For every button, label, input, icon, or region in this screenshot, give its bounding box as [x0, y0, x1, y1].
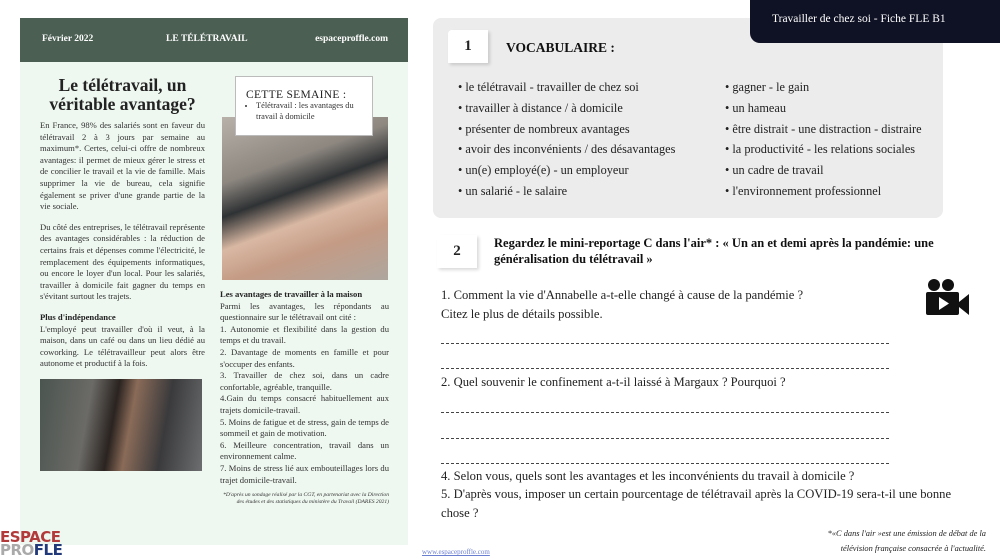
logo-fle: FLE [33, 541, 63, 559]
avantages-column [220, 289, 389, 506]
question-4: 4. Selon vous, quels sont les avantages et les inconvénients du travail à domicile ? [441, 469, 855, 483]
vocab-item: • la productivité - les relations sociales [725, 139, 922, 160]
question-1-line-2: Citez le plus de détails possible. [441, 306, 603, 321]
footnote-line-1: *«C dans l'air »est une émission de débat de la [827, 529, 986, 538]
vocab-item: • le télétravail - travailler de chez soi [458, 77, 675, 98]
vocab-item: • un(e) employé(e) - un employeur [458, 160, 675, 181]
newsletter-header [20, 18, 408, 62]
footnote-line-2: télévision française consacrée à l'actualité. [840, 544, 986, 553]
avantage-item: 7. Moins de stress lié aux embouteillages lors du trajet domicile-travail. [220, 462, 389, 485]
question-5: 5. D'après vous, imposer un certain pourcentage de télétravail après la COVID-19 sera-t-il une bonne chose ? [441, 487, 952, 520]
woman-working-photo [40, 379, 202, 471]
vocab-item: • un salarié - le salaire [458, 181, 675, 202]
vocab-item: • l'environnement professionnel [725, 181, 922, 202]
website-link[interactable]: www.espaceproffle.com [422, 548, 490, 556]
avantages-title: Les avantages de travailler à la maison [220, 289, 363, 299]
footnote [760, 526, 986, 556]
answer-line[interactable] [441, 412, 889, 413]
espace-profle-logo [0, 528, 90, 560]
vocab-column-1 [458, 77, 675, 202]
section-2-title: Regardez le mini-reportage C dans l'air* : « Un an et demi après la pandémie: une généralisation du télétravail » [494, 236, 934, 266]
vocab-item: • gagner - le gain [725, 77, 922, 98]
answer-line[interactable] [441, 368, 889, 369]
avantage-item: 3. Travailler de chez soi, dans un cadre confortable, agréable, tranquille. [220, 370, 389, 392]
answer-line[interactable] [441, 463, 889, 464]
left-article-column [40, 76, 205, 471]
header-site: espaceproffle.com [315, 34, 388, 44]
avantage-item: 2. Davantage de moments en famille et pour s'occuper des enfants. [220, 346, 389, 369]
vocab-item: • un hameau [725, 98, 922, 119]
avantages-list [220, 324, 389, 486]
vocab-item: • travailler à distance / à domicile [458, 98, 675, 119]
answer-line[interactable] [441, 343, 889, 344]
entreprises-paragraph: Du côté des entreprises, le télétravail représente des avantages considérables : la réduction de certains frais et dépenses comme l'électricité, le remplacement des équipements informatiques, ou encore le loyer d'un local. Pour les salariés, travailler à domicile fait gagner du temps en s'évitant surtout les trajets. [40, 221, 205, 302]
vocab-item: • un cadre de travail [725, 160, 922, 181]
section-number-1: 1 [448, 30, 488, 63]
avantage-item: 6. Meilleure concentration, travail dans un environnement calme. [220, 439, 389, 462]
video-camera-icon [925, 278, 971, 316]
avantage-item: 5. Moins de fatigue et de stress, gain de temps de sommeil et gain de motivation. [220, 416, 389, 439]
question-1 [441, 286, 803, 323]
laptop-photo [222, 117, 388, 280]
logo-line1: ESPACE [0, 528, 61, 546]
semaine-item: • Télétravail : les avantages du travail à domicile [256, 101, 364, 122]
header-title: LE TÉLÉTRAVAIL [166, 34, 248, 44]
article-title: Le télétravail, un véritable avantage? [49, 75, 196, 114]
independance-section [40, 312, 205, 370]
worksheet-title-tab: Travailler de chez soi - Fiche FLE B1 [750, 0, 1000, 43]
intro-paragraph: En France, 98% des salariés sont en faveur du télétravail 2 à 3 jours par semaine au maximum*. Certes, celui-ci offre de nombreux avantages: il permet de mieux gérer le stress et de concilier le travail et la vie de famille. Mais supprimer la vie de bureau, cela signifie également se priver d'une grande partie de la vie sociale. [40, 120, 205, 212]
independance-paragraph: L'employé peut travailler d'où il veut, à la maison, dans un café ou dans un lieu dédié au coworking. Le télétravailleur peut alors être autonome et productif à la fois. [40, 323, 205, 369]
header-date: Février 2022 [42, 34, 94, 44]
avantage-item: 1. Autonomie et flexibilité dans la gestion du temps et du travail. [220, 323, 389, 346]
question-2: 2. Quel souvenir le confinement a-t-il laissé à Margaux ? Pourquoi ? [441, 375, 786, 389]
avantages-intro: Parmi les avantages, les répondants au questionnaire sur le télétravail ont cité : [220, 300, 389, 323]
vocab-column-2 [725, 77, 922, 202]
question-1-line-1: 1. Comment la vie d'Annabelle a-t-elle changé à cause de la pandémie ? [441, 288, 804, 302]
avantage-item: 4.Gain du temps consacré habituellement aux trajets domicile-travail. [220, 393, 389, 415]
independance-title: Plus d'indépendance [40, 311, 116, 322]
logo-pro: PRO [0, 541, 34, 559]
vocab-item: • être distrait - une distraction - distraire [725, 119, 922, 140]
section-1-title: VOCABULAIRE : [506, 40, 615, 55]
semaine-title: CETTE SEMAINE : [246, 89, 347, 101]
cette-semaine-box [235, 76, 373, 136]
vocab-item: • avoir des inconvénients / des désavantages [458, 139, 675, 160]
answer-line[interactable] [441, 438, 889, 439]
section-number-2: 2 [437, 235, 477, 268]
source-note: *D'après un sondage réalisé par la CGT, en partenariat avec la Direction des études et des statistiques du ministère du Travail (DARES 2021) [223, 492, 389, 506]
vocab-item: • présenter de nombreux avantages [458, 119, 675, 140]
